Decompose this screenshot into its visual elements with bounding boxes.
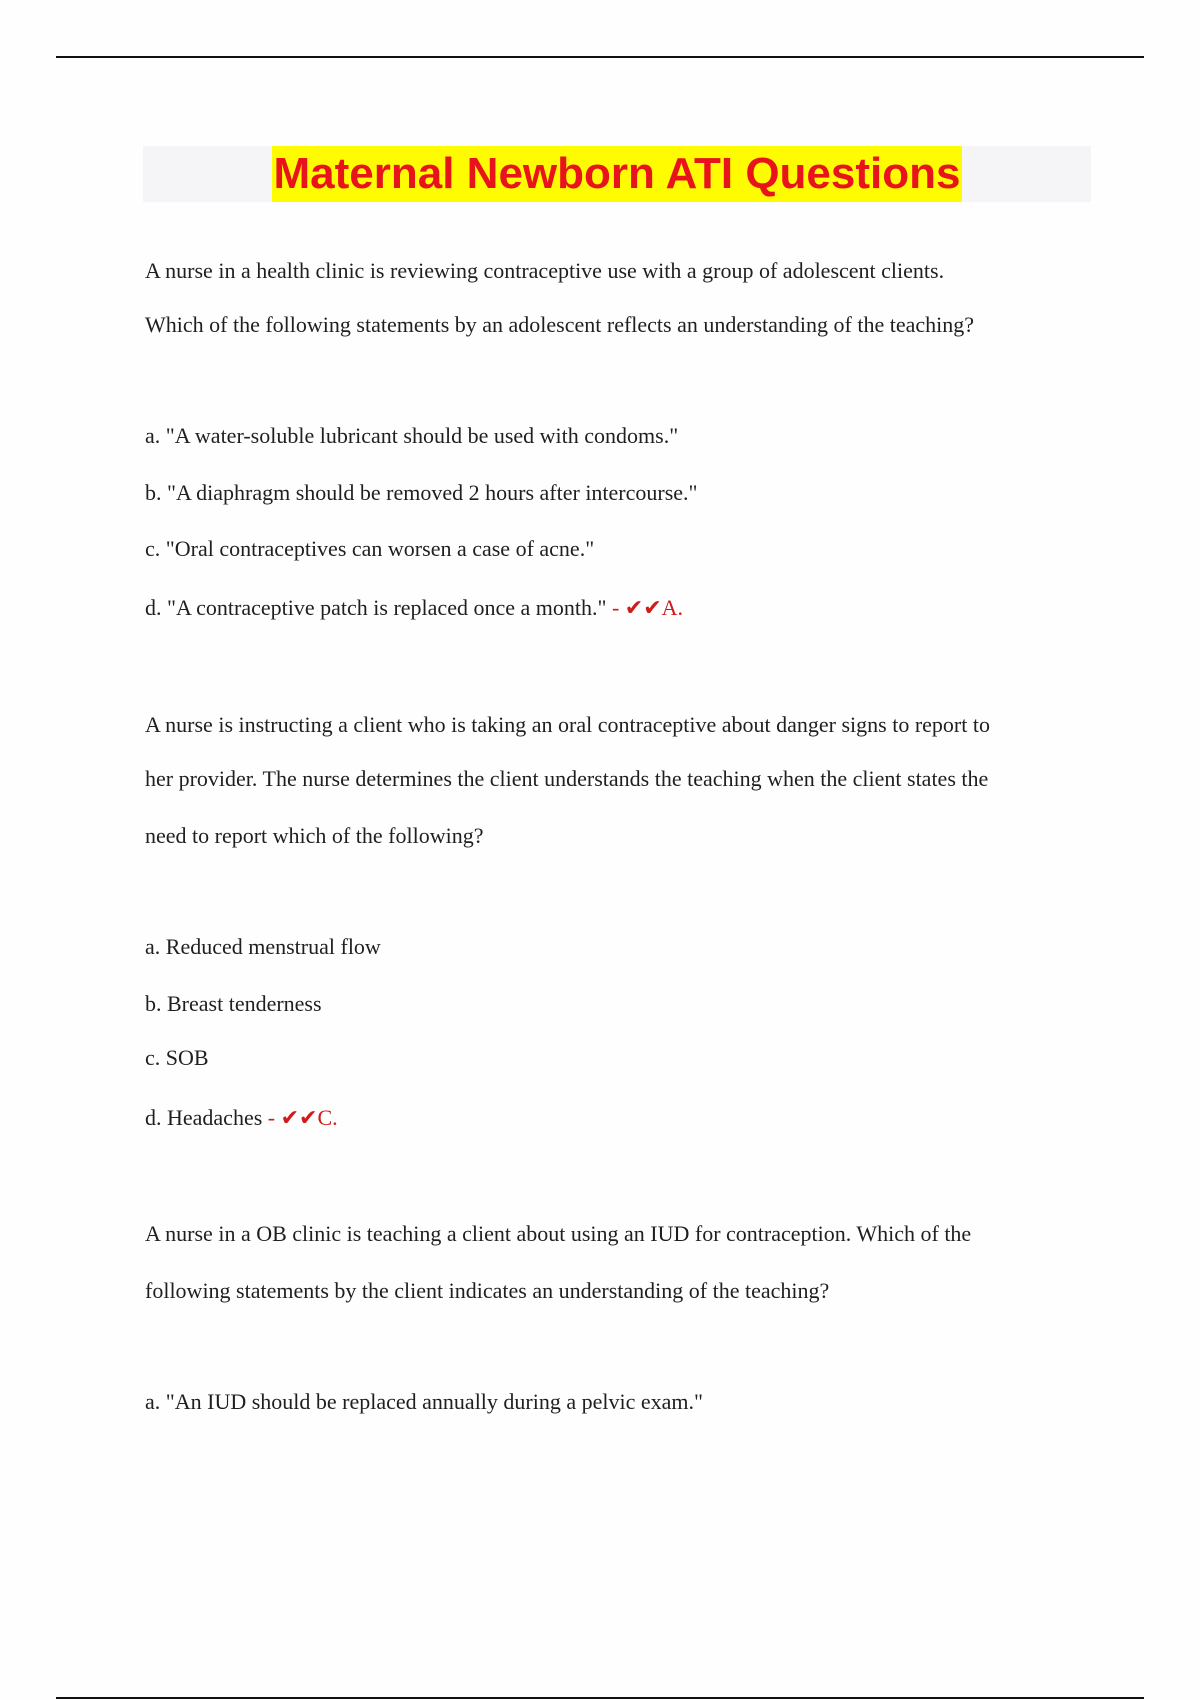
question-1-option-c: c. "Oral contraceptives can worsen a case of acne." (145, 536, 595, 561)
question-1-answer-prefix: - (606, 595, 625, 620)
question-2-stem-line-2: her provider. The nurse determines the client understands the teaching when the client states the (145, 766, 989, 791)
question-2-answer: C. (317, 1105, 338, 1130)
question-1-option-b: b. "A diaphragm should be removed 2 hours after intercourse." (145, 480, 698, 505)
question-1-option-d: d. "A contraceptive patch is replaced once a month." (145, 595, 607, 620)
question-3-option-a: a. "An IUD should be replaced annually during a pelvic exam." (145, 1389, 704, 1414)
title-band (143, 146, 1091, 202)
question-2-option-c: c. SOB (145, 1045, 209, 1070)
double-check-icon: ✔✔ (280, 1106, 318, 1131)
question-1-option-d-row (145, 594, 683, 623)
double-check-icon: ✔✔ (624, 596, 662, 621)
question-2-answer-prefix: - (262, 1105, 281, 1130)
question-2-option-a: a. Reduced menstrual flow (145, 934, 381, 959)
footer-rule (56, 1697, 1144, 1699)
question-2-option-b: b. Breast tenderness (145, 991, 322, 1016)
question-1-stem-line-2: Which of the following statements by an adolescent reflects an understanding of the teaching? (145, 312, 974, 337)
header-rule (56, 56, 1144, 58)
question-2-stem-line-1: A nurse is instructing a client who is taking an oral contraceptive about danger signs to report to (145, 712, 990, 737)
question-2-option-d-row (145, 1104, 338, 1133)
question-1-answer: A. (661, 595, 684, 620)
question-2-stem-line-3: need to report which of the following? (145, 823, 484, 848)
question-3-stem-line-2: following statements by the client indicates an understanding of the teaching? (145, 1278, 830, 1303)
question-2-option-d: d. Headaches (145, 1105, 263, 1130)
question-3-stem-line-1: A nurse in a OB clinic is teaching a client about using an IUD for contraception. Which of the (145, 1221, 972, 1246)
question-1-option-a: a. "A water-soluble lubricant should be used with condoms." (145, 423, 679, 448)
question-1-stem-line-1: A nurse in a health clinic is reviewing contraceptive use with a group of adolescent clients. (145, 258, 945, 283)
document-title: Maternal Newborn ATI Questions (272, 146, 963, 202)
